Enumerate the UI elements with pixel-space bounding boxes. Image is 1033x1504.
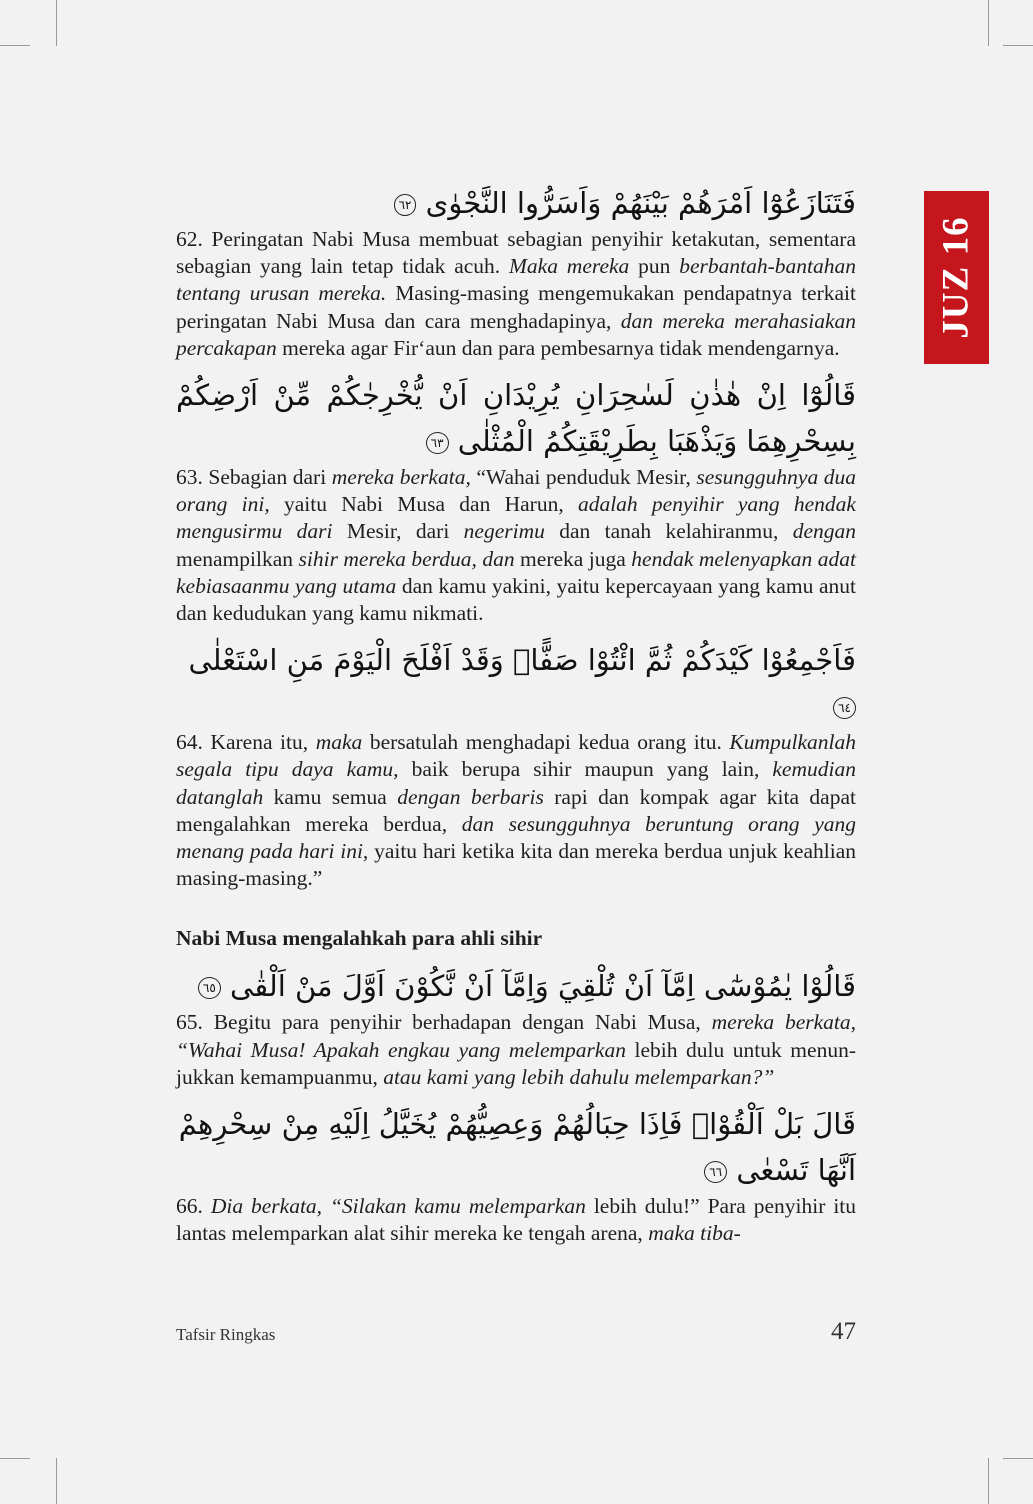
italic-text-run: maka tiba- xyxy=(648,1221,741,1246)
crop-mark xyxy=(988,1458,989,1504)
italic-text-run: Dia berkata, “Silakan kamu melemparkan xyxy=(210,1194,586,1219)
text-run: 62. Peringatan Nabi Musa membuat sebagian penyihir ketakutan, sementara sebagian yang lain tetap tidak acuh. xyxy=(176,227,856,279)
crop-mark xyxy=(56,0,57,46)
italic-text-run: dengan xyxy=(792,519,856,544)
arabic-text: قَالُوْا يٰمُوْسٰٓى اِمَّآ اَنْ تُلْقِيَ وَاِمَّآ اَنْ نَّكُوْنَ اَوَّلَ مَنْ اَلْقٰى xyxy=(230,969,856,1004)
translation-paragraph xyxy=(176,1193,856,1247)
crop-mark xyxy=(1003,1458,1033,1459)
italic-text-run: mereka berkata, “Wahai Musa! Apakah engkau yang melemparkan xyxy=(176,1010,856,1062)
translation-paragraph xyxy=(176,464,856,627)
arabic-text: فَتَنَازَعُوْٓا اَمْرَهُمْ بَيْنَهُمْ وَاَسَرُّوا النَّجْوٰى xyxy=(425,186,856,220)
arabic-text: قَالَ بَلْ اَلْقُوْاۚ فَاِذَا حِبَالُهُمْ وَعِصِيُّهُمْ يُخَيَّلُ اِلَيْهِ مِنْ سِحْرِهِمْ اَنَّهَا تَسْعٰى xyxy=(178,1107,856,1188)
verse-block-66 xyxy=(176,1101,856,1247)
text-run: yaitu Nabi Musa dan Harun, xyxy=(269,492,578,517)
arabic-verse xyxy=(176,1101,856,1193)
italic-text-run: dengan berbaris xyxy=(397,784,544,809)
text-run: 66. xyxy=(176,1194,211,1219)
verse-block-64 xyxy=(176,637,856,892)
section-heading: Nabi Musa mengalahkah para ahli sihir xyxy=(176,926,543,951)
text-run: Mesir, dari xyxy=(332,519,464,544)
footer-book-title: Tafsir Ringkas xyxy=(176,1325,276,1344)
text-run: kamu semua xyxy=(263,784,398,809)
text-run: pun xyxy=(629,254,680,279)
italic-text-run: Maka mereka xyxy=(509,254,630,279)
text-run: dan tanah kelahiranmu, xyxy=(544,519,793,544)
arabic-verse xyxy=(176,637,856,729)
italic-text-run: mereka berkata, xyxy=(331,465,471,490)
translation-paragraph xyxy=(176,226,856,362)
arabic-text: فَاَجْمِعُوْا كَيْدَكُمْ ثُمَّ ائْتُوْا صَفًّاۚ وَقَدْ اَفْلَحَ الْيَوْمَ مَنِ اسْتَعْلٰى xyxy=(188,643,856,678)
italic-text-run: sesungguhnya dua orang ini, xyxy=(176,465,857,517)
crop-mark xyxy=(1003,45,1033,46)
verse-number: ٦٢ xyxy=(394,194,417,216)
page-number: 47 xyxy=(831,1318,856,1345)
text-run: “Wahai penduduk Mesir, xyxy=(470,465,697,490)
italic-text-run: atau kami yang lebih dahulu melemparkan?” xyxy=(383,1064,775,1089)
italic-text-run: hendak melenyapkan adat kebiasaanmu yang utama xyxy=(176,546,856,598)
arabic-verse xyxy=(176,372,856,464)
text-run: bersatulah menghadapi kedua orang itu. xyxy=(362,730,730,755)
text-run: mereka juga xyxy=(514,546,632,571)
verse-block-65 xyxy=(176,963,856,1091)
text-run: baik berupa sihir maupun yang lain, xyxy=(398,757,773,782)
crop-mark xyxy=(988,0,989,46)
juz-tab xyxy=(924,191,989,364)
translation-paragraph xyxy=(176,1009,856,1091)
verse-block-62 xyxy=(176,180,856,362)
text-run: rapi dan kompak agar kita dapat mengalahkan mereka berdua, xyxy=(176,784,856,836)
text-run: 64. Karena itu, xyxy=(176,730,316,755)
verse-number: ٦٣ xyxy=(426,432,449,454)
italic-text-run: dan sesungguhnya beruntung orang yang menang pada hari ini, xyxy=(176,811,856,864)
text-run: 63. Sebagian dari xyxy=(176,465,332,490)
text-run: lebih dulu untuk menun-jukkan kemampuanmu, xyxy=(176,1037,856,1089)
crop-mark xyxy=(0,45,30,46)
italic-text-run: berbantah-bantahan tentang urusan mereka. xyxy=(176,254,856,306)
text-run: menampilkan xyxy=(176,546,299,571)
text-run: yaitu hari ketika kita dan mereka berdua unjuk keahlian masing-masing.” xyxy=(176,839,856,891)
text-run: 65. Begitu para penyihir berhadapan dengan Nabi Musa, xyxy=(176,1010,712,1035)
text-run: mereka agar Fir‘aun dan para pembesarnya tidak mendengarnya. xyxy=(276,335,840,360)
italic-text-run: kemudian datanglah xyxy=(176,757,856,809)
text-run: dan kamu yakini, yaitu kepercayaan yang kamu anut dan kedudukan yang kamu nikmati. xyxy=(176,573,856,626)
juz-label: JUZ 16 xyxy=(936,216,977,339)
italic-text-run: dan mereka merahasiakan percakapan xyxy=(176,308,856,360)
translation-paragraph xyxy=(176,729,856,892)
italic-text-run: sihir mereka berdua, dan xyxy=(298,546,515,571)
italic-text-run: maka xyxy=(315,730,363,755)
italic-text-run: Kumpulkanlah segala tipu daya kamu, xyxy=(176,730,856,782)
arabic-text: قَالُوْٓا اِنْ هٰذٰنِ لَسٰحِرَانِ يُرِيْدَانِ اَنْ يُّخْرِجٰكُمْ مِّنْ اَرْضِكُمْ بِسِحْرِهِمَا وَيَذْهَبَا بِطَرِيْقَتِكُمُ الْمُثْلٰى xyxy=(176,378,856,459)
verse-block-63 xyxy=(176,372,856,627)
crop-mark xyxy=(56,1458,57,1504)
page-content xyxy=(176,180,856,1247)
arabic-verse xyxy=(176,180,856,226)
crop-mark xyxy=(0,1458,30,1459)
verse-number: ٦٤ xyxy=(833,697,856,719)
verse-number: ٦٥ xyxy=(198,977,221,999)
verse-number: ٦٦ xyxy=(704,1161,727,1183)
italic-text-run: negerimu xyxy=(463,519,545,544)
arabic-verse xyxy=(176,963,856,1009)
text-run: Masing-masing mengemukakan pendapatnya terkait peringatan Nabi Musa dan cara menghadapinya, xyxy=(176,281,856,333)
text-run: lebih dulu!” Para penyihir itu lantas melemparkan alat sihir mereka ke tengah arena, xyxy=(176,1194,857,1246)
italic-text-run: adalah penyihir yang hendak mengusirmu dari xyxy=(176,492,856,544)
